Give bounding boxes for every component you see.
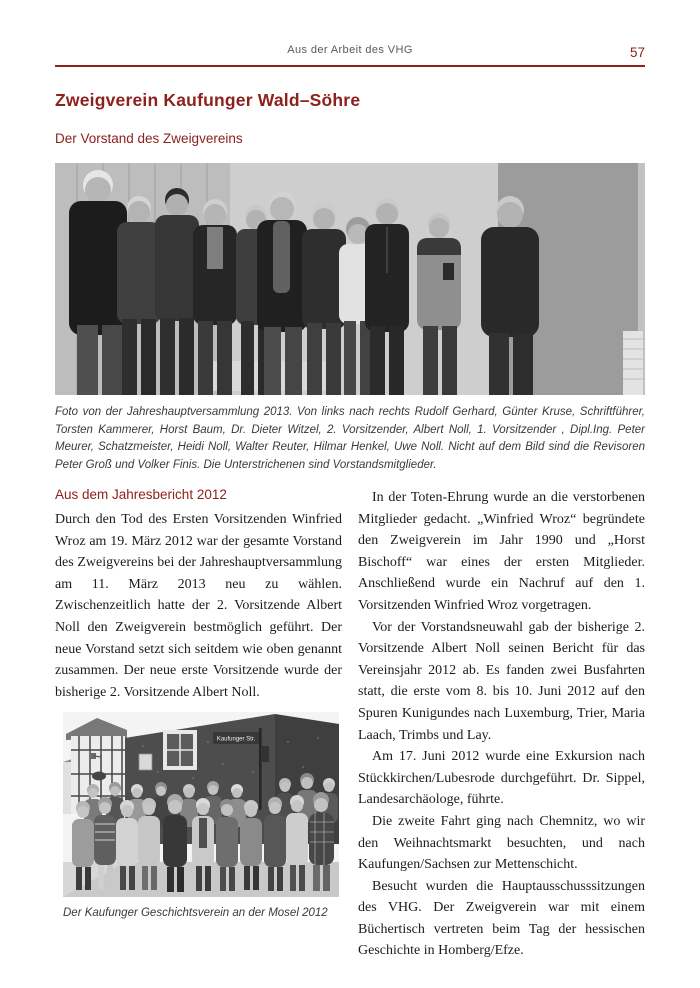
photo1-caption: Foto von der Jahreshauptversammlung 2013. Von links nach rechts Rudolf Gerhard, Günter Kruse, Schriftführer, Torsten Kammerer, Horst Baum, Dr. Dieter Witzel, 2. Vorsitzender, Albert Noll, 1. Vorsitzender , Dipl.Ing. Peter Meurer, Schatzmeister, Heidi Noll, Walter Reuter, Hilmar Henkel, Uwe Noll. Nicht auf dem Bild sind die Revisoren Peter Groß und Volker Finis. Die Unterstrichenen sind Vorstandsmitglieder. xyxy=(55,406,645,471)
body-paragraph-right-4: Die zweite Fahrt ging nach Chemnitz, wo wir den Weihnachtsmarkt besuchten, und nach Kaufungen/Sachsen zur Mettenschicht. xyxy=(358,813,645,873)
body-paragraph-right-3: Am 17. Juni 2012 wurde eine Exkursion nach Stückkirchen/Lubesrode durchgeführt. Dr. Sippel, Landesarchäologe, führte. xyxy=(358,749,645,808)
street-sign-text: Kaufunger Str. xyxy=(216,736,256,743)
photo2-caption: Der Kaufunger Geschichtsverein an der Mosel 2012 xyxy=(63,907,328,920)
group-photo-outdoor xyxy=(63,712,339,897)
photo-vorstand-2013 xyxy=(55,163,645,395)
left-column xyxy=(55,487,342,962)
page-number: 57 xyxy=(629,45,645,60)
body-paragraph-right-1: In der Toten-Ehrung wurde an die verstorbenen Mitglieder gedacht. „Winfried Wroz“ begründete den Zweigverein im Jahr 1990 und „Horst Bischoff“ war eines der ersten Mitglieder. Anschließend wurde ein Nachruf auf den 1. Vorsitzenden Winfried Wroz vorgetragen. xyxy=(358,490,645,613)
article-title: Zweigverein Kaufunger Wald–Söhre xyxy=(55,90,361,110)
running-head: Aus der Arbeit des VHG xyxy=(287,44,413,56)
body-paragraph-left: Durch den Tod des Ersten Vorsitzenden Winfried Wroz am 19. März 2012 war der gesamte Vorstand des Zweigvereins bei der Jahreshauptversammlung am 11. März 2013 neu zu wählen. Zwischenzeitlich hatte der 2. Vorsitzende Albert Noll den Zweigverein bestmöglich geführt. Der neue Vorstand setzt sich seitdem wie oben genannt zusammen. Der neue erste Vorsitzende wurde der bisherige 2. Vorsitzende Albert Noll. xyxy=(55,512,342,700)
two-column-text xyxy=(55,487,645,962)
section-heading-vorstand: Der Vorstand des Zweigvereins xyxy=(55,131,243,146)
body-paragraph-right-2: Vor der Vorstandsneuwahl gab der bisherige 2. Vorsitzende Albert Noll seinen Bericht für das Vereinsjahr 2012 ab. Es fanden zwei Busfahrten statt, die erste vom 8. bis 10. Juni 2012 auf den Spuren Kunigundes nach Luxemburg, Trier, Maria Laach, Trimbs und Lay. xyxy=(358,619,645,743)
right-column xyxy=(358,487,645,962)
body-paragraph-right-5: Besucht wurden die Hauptausschusssitzungen des VHG. Der Zweigverein war mit einem Büchertisch vertreten beim Tag der hessischen Geschichte in Homberg/Efze. xyxy=(358,878,645,959)
subsection-heading-jahresbericht: Aus dem Jahresbericht 2012 xyxy=(55,487,227,502)
group-photo-indoor xyxy=(55,163,645,395)
page-header xyxy=(55,0,645,67)
photo-mosel-2012 xyxy=(63,712,342,897)
